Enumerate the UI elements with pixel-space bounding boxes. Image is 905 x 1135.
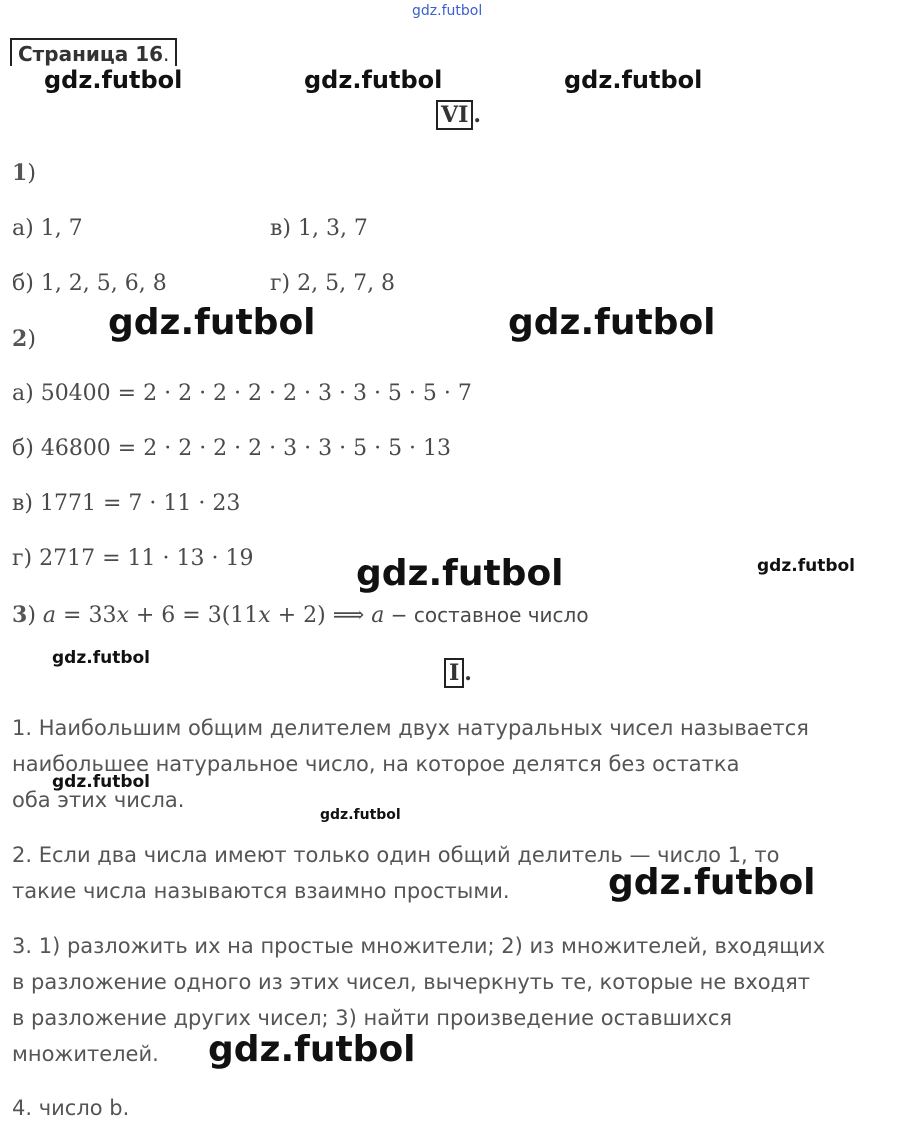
page-header bbox=[10, 38, 177, 66]
watermark: gdz.futbol bbox=[52, 648, 150, 668]
task1-number: 1) bbox=[12, 160, 36, 186]
task2-answer-v: в) 1771 = 7 · 11 · 23 bbox=[12, 491, 241, 516]
section-vi-heading bbox=[436, 102, 481, 128]
theory-p3-line3: в разложение других чисел; 3) найти произведение оставшихся bbox=[12, 1006, 733, 1030]
watermark: gdz.futbol bbox=[108, 302, 316, 343]
theory-p2-line2: такие числа называются взаимно простыми. bbox=[12, 879, 510, 903]
section-i-dot: . bbox=[464, 660, 472, 686]
watermark: gdz.futbol bbox=[320, 807, 401, 823]
task1-answer-b: б) 1, 2, 5, 6, 8 bbox=[12, 271, 167, 296]
theory-p4-line1: 4. число b. bbox=[12, 1096, 130, 1120]
task2-answer-a: а) 50400 = 2 · 2 · 2 · 2 · 2 · 3 · 3 · 5 · 5 · 7 bbox=[12, 381, 472, 406]
task2-number: 2) bbox=[12, 326, 36, 352]
watermark: gdz.futbol bbox=[44, 66, 183, 94]
theory-p3-line1: 3. 1) разложить их на простые множители; 2) из множителей, входящих bbox=[12, 934, 826, 958]
section-i-heading bbox=[444, 660, 472, 686]
task1-answer-g: г) 2, 5, 7, 8 bbox=[270, 271, 396, 296]
theory-p1-line2: наибольшее натуральное число, на которое делятся без остатка bbox=[12, 752, 740, 776]
theory-p3-line2: в разложение одного из этих чисел, вычеркнуть те, которые не входят bbox=[12, 970, 811, 994]
watermark: gdz.futbol bbox=[356, 553, 564, 594]
watermark: gdz.futbol bbox=[208, 1029, 416, 1070]
section-i-label: I bbox=[444, 658, 464, 688]
page-title: Страница 16 bbox=[18, 42, 164, 66]
section-vi-label: VI bbox=[436, 100, 473, 130]
watermark: gdz.futbol bbox=[508, 302, 716, 343]
task2-answer-g: г) 2717 = 11 · 13 · 19 bbox=[12, 546, 254, 571]
theory-p1-line3: оба этих числа. bbox=[12, 788, 185, 812]
task1-answer-v: в) 1, 3, 7 bbox=[270, 216, 368, 241]
watermark-top: gdz.futbol bbox=[412, 3, 483, 19]
theory-p1-line1: 1. Наибольшим общим делителем двух натуральных чисел называется bbox=[12, 716, 809, 740]
theory-p3-line4: множителей. bbox=[12, 1042, 159, 1066]
watermark: gdz.futbol bbox=[564, 66, 703, 94]
watermark: gdz.futbol bbox=[304, 66, 443, 94]
task1-answer-a: а) 1, 7 bbox=[12, 216, 83, 241]
task2-answer-b: б) 46800 = 2 · 2 · 2 · 2 · 3 · 3 · 5 · 5 · 13 bbox=[12, 436, 452, 461]
theory-p2-line1: 2. Если два числа имеют только один общий делитель — число 1, то bbox=[12, 843, 780, 867]
page-title-dot: . bbox=[163, 42, 170, 66]
task3-line: 3) a = 33x + 6 = 3(11x + 2) ⟹ a − составное число bbox=[12, 602, 589, 628]
watermark: gdz.futbol bbox=[757, 556, 855, 576]
watermark: gdz.futbol bbox=[608, 862, 816, 903]
section-vi-dot: . bbox=[473, 102, 482, 128]
watermark: gdz.futbol bbox=[52, 772, 150, 792]
